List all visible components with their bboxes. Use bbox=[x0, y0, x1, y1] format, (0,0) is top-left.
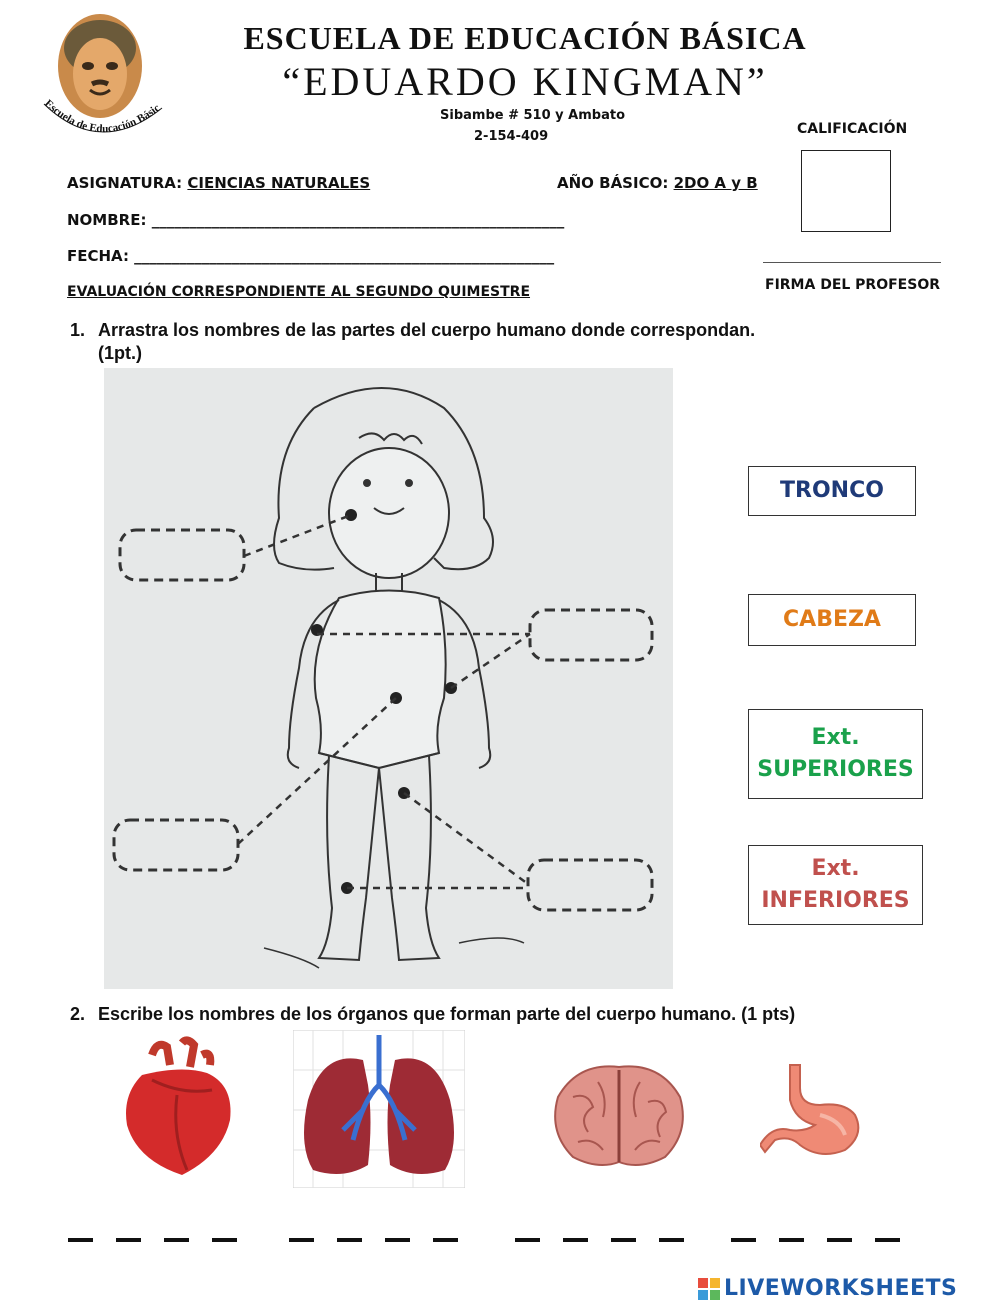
card-ext-superiores[interactable] bbox=[748, 709, 923, 799]
answer-dash[interactable] bbox=[289, 1238, 314, 1242]
school-name-line2: “EDUARDO KINGMAN” bbox=[282, 59, 768, 104]
card-inferiores-line1: Ext. bbox=[811, 856, 860, 882]
subject-value: CIENCIAS NATURALES bbox=[187, 174, 371, 192]
date-label: FECHA: bbox=[67, 247, 135, 265]
stomach-icon bbox=[760, 1060, 868, 1160]
answer-dash[interactable] bbox=[385, 1238, 410, 1242]
school-phone: 2-154-409 bbox=[474, 129, 549, 144]
subject-label: ASIGNATURA: bbox=[67, 174, 183, 192]
date-row[interactable] bbox=[67, 247, 554, 265]
card-tronco-label: TRONCO bbox=[780, 478, 884, 504]
question1-points: (1pt.) bbox=[98, 343, 142, 363]
evaluation-title: EVALUACIÓN CORRESPONDIENTE AL SEGUNDO QUIMESTRE bbox=[67, 284, 531, 300]
question1-number: 1. bbox=[70, 320, 86, 340]
grade-box[interactable] bbox=[801, 150, 891, 232]
brain-icon bbox=[548, 1062, 690, 1170]
answer-dash[interactable] bbox=[433, 1238, 458, 1242]
year-value: 2DO A y B bbox=[673, 174, 758, 192]
answer-dash[interactable] bbox=[659, 1238, 684, 1242]
answer-dash[interactable] bbox=[116, 1238, 141, 1242]
answer-dash[interactable] bbox=[337, 1238, 362, 1242]
liveworksheets-logo bbox=[698, 1276, 957, 1301]
answer-dash[interactable] bbox=[827, 1238, 852, 1242]
card-tronco[interactable] bbox=[748, 466, 916, 516]
year-label: AÑO BÁSICO: bbox=[557, 174, 669, 192]
date-line[interactable]: ________________________________________________________ bbox=[134, 247, 555, 265]
signature-label: FIRMA DEL PROFESOR bbox=[765, 277, 941, 293]
answer-dash[interactable] bbox=[212, 1238, 237, 1242]
name-row[interactable] bbox=[67, 211, 564, 229]
card-ext-inferiores[interactable] bbox=[748, 845, 923, 925]
answer-dash[interactable] bbox=[68, 1238, 93, 1242]
heart-icon bbox=[112, 1035, 242, 1185]
name-line[interactable]: _______________________________________________________ bbox=[151, 211, 565, 229]
answer-dash[interactable] bbox=[563, 1238, 588, 1242]
liveworksheets-brand: LIVEWORKSHEETS bbox=[724, 1276, 958, 1301]
name-label: NOMBRE: bbox=[67, 211, 152, 229]
card-superiores-line2: SUPERIORES bbox=[757, 757, 914, 782]
school-address: Sibambe # 510 y Ambato bbox=[440, 108, 626, 123]
lungs-icon bbox=[293, 1030, 465, 1188]
answer-dash[interactable] bbox=[164, 1238, 189, 1242]
question2-number: 2. bbox=[70, 1004, 86, 1024]
drop-zone-lower bbox=[528, 860, 652, 910]
card-superiores-line1: Ext. bbox=[811, 725, 860, 751]
drop-zone-head bbox=[120, 530, 244, 580]
liveworksheets-icon bbox=[698, 1278, 720, 1300]
answer-dash[interactable] bbox=[515, 1238, 540, 1242]
card-cabeza[interactable] bbox=[748, 594, 916, 646]
drop-zone-trunk bbox=[114, 820, 238, 870]
answer-dash[interactable] bbox=[611, 1238, 636, 1242]
subject-row bbox=[67, 174, 370, 192]
body-figure bbox=[104, 368, 673, 989]
question1-text: Arrastra los nombres de las partes del cuerpo humano donde correspondan. bbox=[98, 320, 756, 340]
grade-label: CALIFICACIÓN bbox=[797, 121, 908, 137]
seal-text: Escuela de Educación Básic bbox=[42, 97, 163, 136]
drop-zone-upper bbox=[530, 610, 652, 660]
answer-dash[interactable] bbox=[731, 1238, 756, 1242]
card-cabeza-label: CABEZA bbox=[783, 607, 881, 633]
school-name-line1: ESCUELA DE EDUCACIÓN BÁSICA bbox=[243, 20, 807, 56]
answer-dash[interactable] bbox=[875, 1238, 900, 1242]
year-row bbox=[557, 174, 758, 192]
card-inferiores-line2: INFERIORES bbox=[761, 888, 910, 913]
answer-dash[interactable] bbox=[779, 1238, 804, 1242]
signature-line[interactable] bbox=[763, 262, 941, 263]
head-dot bbox=[345, 509, 357, 521]
question2-text: Escribe los nombres de los órganos que forman parte del cuerpo humano. (1 pts) bbox=[98, 1004, 796, 1024]
